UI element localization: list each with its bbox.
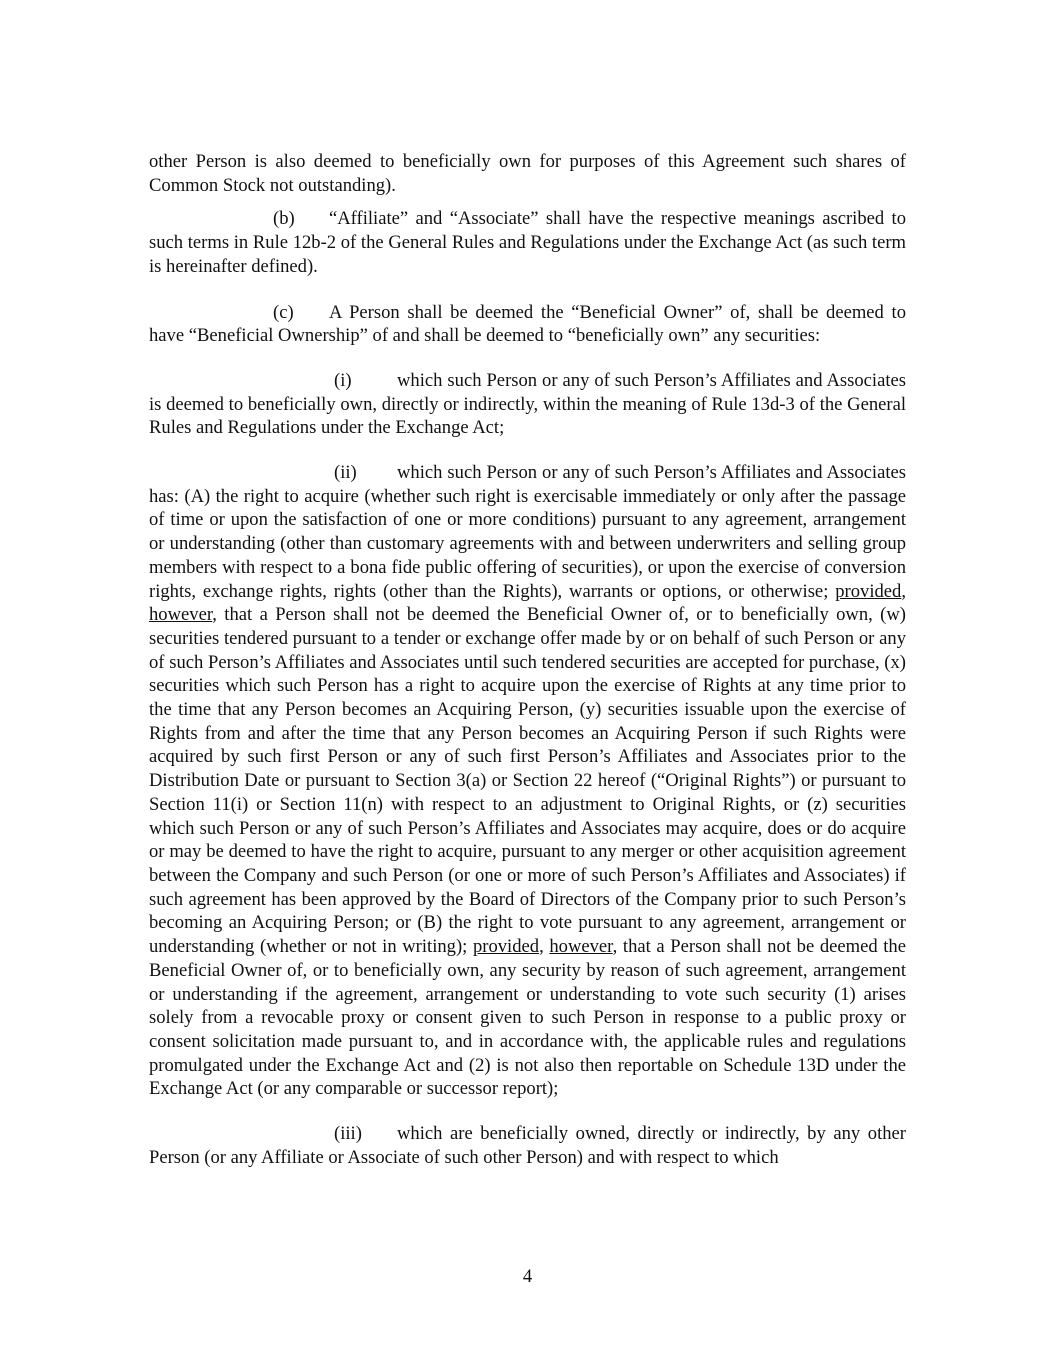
page-number: 4: [522, 1266, 533, 1287]
paragraph-marker-iii: (iii): [334, 1123, 362, 1145]
subparagraph-iii: [149, 1122, 906, 1169]
paragraph-text: which are beneficially owned, directly or indirectly, by any other Person (or any Affiliate or Associate of such other Person) and with respect to which: [149, 1123, 906, 1168]
paragraph-marker-c: (c): [273, 301, 294, 323]
paragraph-text: other Person is also deemed to beneficially own for purposes of this Agreement such shares of Common Stock not outstanding).: [149, 151, 906, 196]
subparagraph-i: [149, 369, 906, 440]
document-body: [149, 150, 906, 1169]
paragraph-text: , that a Person shall not be deemed the Beneficial Owner of, or to beneficially own, any security by reason of such agreement, arrangement or understanding if the agreement, arrangement or understanding to vote such security (1) arises solely from a revocable proxy or consent given to such Person in response to a public proxy or consent solicitation made pursuant to, and in accordance with, the applicable rules and regulations promulgated under the Exchange Act and (2) is not also then reportable on Schedule 13D under the Exchange Act (or any comparable or successor report);: [149, 936, 906, 1100]
comma: ,: [901, 580, 906, 602]
paragraph-continued: [149, 150, 906, 197]
paragraph-text: A Person shall be deemed the “Beneficial Owner” of, shall be deemed to have “Beneficial Ownership” of and shall be deemed to “beneficially own” any securities:: [149, 301, 906, 347]
comma: ,: [539, 936, 544, 958]
paragraph-text: , that a Person shall not be deemed the Beneficial Owner of, or to beneficially own, (w) securities tendered pursuant to a tender or exchange offer made by or on behalf of such Person or any of such Person’s Affiliates and Associates until such tendered securities are accepted for purchase, (x) securities which such Person has a right to acquire upon the exercise of Rights at any time prior to the time that any Person becomes an Acquiring Person, (y) securities issuable upon the exercise of Rights from and after the time that any Person becomes an Acquiring Person if such Rights were acquired by such first Person or any of such first Person’s Affiliates and Associates prior to the Distribution Date or pursuant to Section 3(a) or Section 22 hereof (“Original Rights”) or pursuant to Section 11(i) or Section 11(n) with respect to an adjustment to Original Rights, or (z) securities which such Person or any of such Person’s Affiliates and Associates may acquire, does or do acquire or may be deemed to have the right to acquire, pursuant to any merger or other acquisition agreement between the Company and such Person (or one or more of such Person’s Affiliates and Associates) if such agreement has been approved by the Board of Directors of the Company prior to such Person’s becoming an Acquiring Person; or (B) the right to vote pursuant to any agreement, arrangement or understanding (whether or not in writing);: [149, 604, 906, 958]
underlined-provided: provided: [835, 580, 902, 602]
subparagraph-ii: [149, 461, 906, 1101]
paragraph-text: which such Person or any of such Person’s Affiliates and Associates is deemed to beneficially own, directly or indirectly, within the meaning of Rule 13d-3 of the General Rules and Regulations under the Exchange Act;: [149, 369, 906, 439]
paragraph-marker-ii: (ii): [334, 462, 357, 484]
paragraph-marker-i: (i): [334, 369, 352, 391]
paragraph-text: which such Person or any of such Person’s Affiliates and Associates has: (A) the right to acquire (whether such right is exercisable immediately or only after the passage of time or upon the satisfaction of one or more conditions) pursuant to any agreement, arrangement or understanding (other than customary agreements with and between underwriters and selling group members with respect to a bona fide public offering of securities), or upon the exercise of conversion rights, exchange rights, rights (other than the Rights), warrants or options, or otherwise;: [149, 462, 906, 602]
paragraph-text: “Affiliate” and “Associate” shall have the respective meanings ascribed to such terms in Rule 12b-2 of the General Rules and Regulations under the Exchange Act (as such term is hereinafter defined).: [149, 208, 906, 277]
underlined-provided: provided: [472, 936, 540, 958]
paragraph-marker-b: (b): [273, 208, 295, 230]
underlined-however: however: [149, 604, 213, 626]
underlined-however: however: [549, 936, 613, 958]
paragraph-c: [149, 301, 906, 348]
paragraph-b: [149, 207, 906, 278]
